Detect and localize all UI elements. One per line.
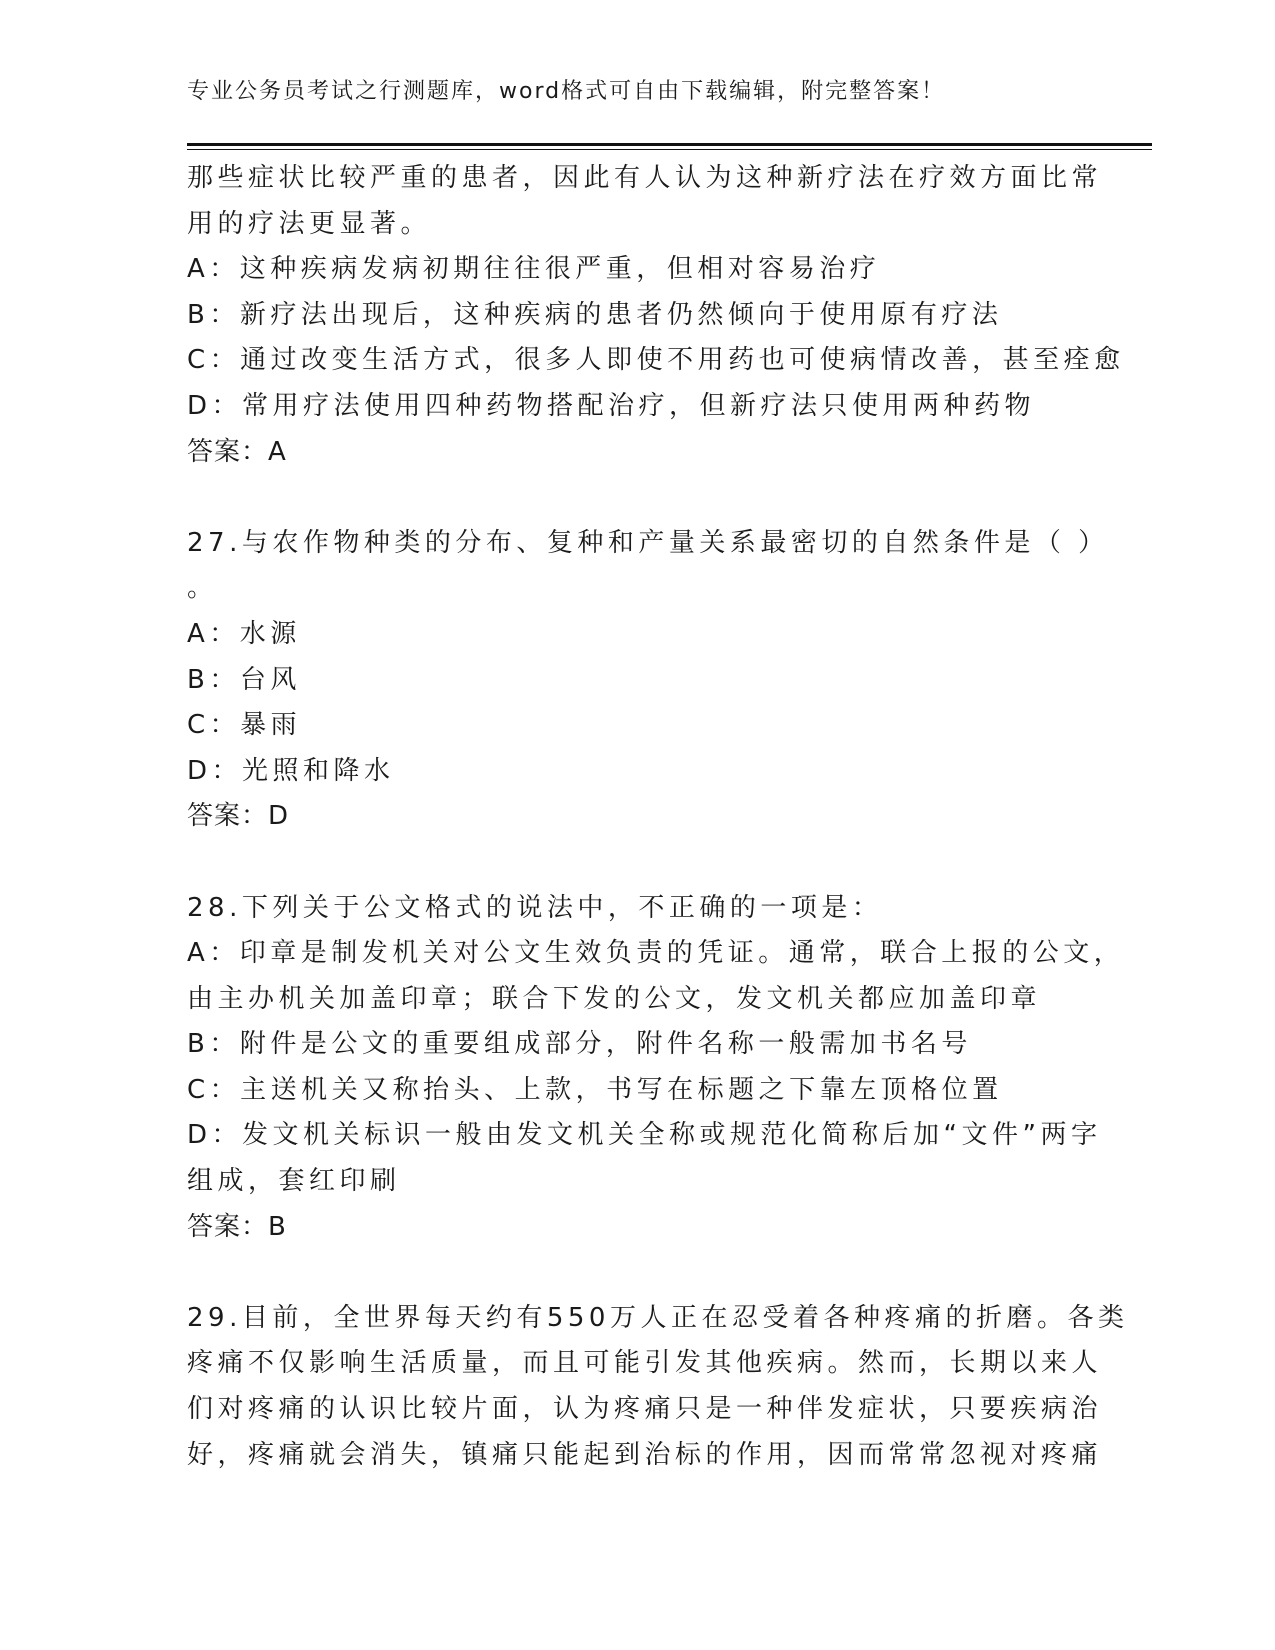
question-content	[187, 156, 1129, 1478]
answer-label: 答案：A	[187, 436, 287, 467]
option-a: A：水源	[187, 618, 301, 649]
header-rule-thin	[187, 149, 1152, 150]
option-a: A：这种疾病发病初期往往很严重，但相对容易治疗	[187, 254, 881, 285]
spacer	[187, 1250, 1087, 1296]
option-d: D：常用疗法使用四种药物搭配治疗，但新疗法只使用两种药物	[187, 390, 1036, 421]
page-header: 专业公务员考试之行测题库，word格式可自由下载编辑，附完整答案！	[187, 79, 946, 104]
answer-label: 答案：D	[187, 801, 290, 832]
header-rule-thick	[187, 143, 1152, 146]
option-a: A：印章是制发机关对公文生效负责的凭证。通常，联合上报的公文，	[187, 938, 1125, 969]
option-b: B：台风	[187, 664, 301, 695]
question-stem: 27.与农作物种类的分布、复种和产量关系最密切的自然条件是（ ）	[187, 527, 1109, 558]
option-d: D：光照和降水	[187, 755, 395, 786]
option-a-continued: 由主办机关加盖印章；联合下发的公文，发文机关都应加盖印章	[187, 983, 1042, 1014]
question-stem: 好，疼痛就会消失，镇痛只能起到治标的作用，因而常常忽视对疼痛	[187, 1439, 1103, 1470]
option-b: B：附件是公文的重要组成部分，附件名称一般需加书名号	[187, 1029, 972, 1060]
spacer	[187, 475, 1087, 521]
question-stem: 疼痛不仅影响生活质量，而且可能引发其他疾病。然而，长期以来人	[187, 1348, 1103, 1379]
question-stem: 。	[187, 573, 218, 604]
option-c: C：通过改变生活方式，很多人即使不用药也可使病情改善，甚至痊愈	[187, 345, 1125, 376]
spacer	[187, 840, 1087, 886]
question-stem: 28.下列关于公文格式的说法中，不正确的一项是：	[187, 892, 883, 923]
option-b: B：新疗法出现后，这种疾病的患者仍然倾向于使用原有疗法	[187, 299, 1003, 330]
question-stem: 29.目前，全世界每天约有550万人正在忍受着各种疼痛的折磨。各类	[187, 1302, 1129, 1333]
option-c: C：主送机关又称抬头、上款，书写在标题之下靠左顶格位置	[187, 1074, 1003, 1105]
option-d: D：发文机关标识一般由发文机关全称或规范化简称后加“文件”两字	[187, 1120, 1102, 1151]
option-c: C：暴雨	[187, 710, 302, 741]
question-stem: 们对疼痛的认识比较片面，认为疼痛只是一种伴发症状，只要疾病治	[187, 1394, 1103, 1425]
question-text-line: 那些症状比较严重的患者，因此有人认为这种新疗法在疗效方面比常	[187, 163, 1103, 193]
option-d-continued: 组成，套红印刷	[187, 1166, 401, 1197]
question-text-line: 用的疗法更显著。	[187, 208, 432, 239]
answer-label: 答案：B	[187, 1211, 287, 1242]
